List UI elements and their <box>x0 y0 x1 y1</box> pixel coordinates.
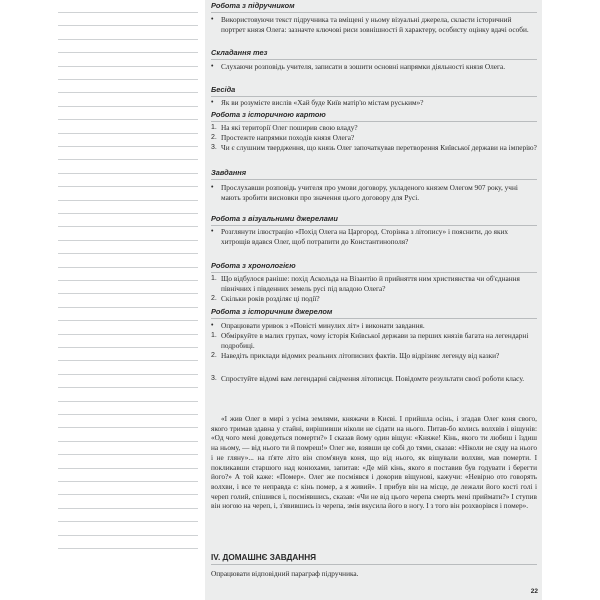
note-line <box>58 106 198 107</box>
note-line <box>58 92 198 93</box>
item-text: Скільки років розділяє ці події? <box>221 294 320 303</box>
list-marker: 3. <box>211 144 217 151</box>
list-marker: 1. <box>211 332 217 339</box>
note-line <box>58 133 198 134</box>
list-marker: 2. <box>211 134 217 141</box>
note-line <box>58 494 198 495</box>
note-line <box>58 146 198 147</box>
page-number: 22 <box>530 588 538 595</box>
item-text: Чи є слушним твердження, що князь Олег започаткував перетворення Київської держави на імперію? <box>221 143 537 152</box>
note-line <box>58 52 198 53</box>
homework-text: Опрацювати відповідний параграф підручника. <box>211 569 359 578</box>
homework-heading: IV. ДОМАШНЄ ЗАВДАННЯ <box>211 552 537 565</box>
list-item <box>211 133 537 143</box>
item-text: Розглянути ілюстрацію «Похід Олега на Царгород. Сторінка з літопису» і пояснити, до яких хитрощів вдався Олег, щоб потрапити до Константинополя? <box>221 227 509 246</box>
list-marker: 2. <box>211 352 217 359</box>
note-line <box>58 347 198 348</box>
list-item <box>211 294 537 304</box>
note-line <box>58 119 198 120</box>
list-item <box>211 274 537 293</box>
list-marker: • <box>211 322 214 329</box>
note-line <box>58 240 198 241</box>
note-line <box>58 280 198 281</box>
note-line <box>58 200 198 201</box>
note-line <box>58 159 198 160</box>
note-line <box>58 521 198 522</box>
list-item <box>211 331 537 350</box>
note-line <box>58 508 198 509</box>
note-line <box>58 481 198 482</box>
note-line <box>58 427 198 428</box>
list-marker: 1. <box>211 275 217 282</box>
note-line <box>58 374 198 375</box>
notes-column <box>58 0 198 600</box>
item-text: Слухаючи розповідь учителя, записати в зошити основні напрямки діяльності князя Олега. <box>221 62 506 71</box>
item-text: На які території Олег поширив свою владу? <box>221 123 358 132</box>
list-marker: 1. <box>211 124 217 131</box>
note-line <box>58 293 198 294</box>
chronicle-quote: «І жив Олег в мирі з усіма землями, княжачи в Києві. І прийшла осінь, і згадав Олег коня свого, якого тримав здавна у стайні, вирішивши ніколи не сідати на нього. Питав-бо колись волхвів і віщунів: «Од чого мені доведеться померти?» І сказав йому один віщун: «Княже! Кінь, якого ти любиш і їздиш на ньому, — від нього ти й помреш!» Олег же, взявши це собі до тями, сказав: «Ніколи не сяду на нього і не гляну»... на п'яте літо він спом'янув коня, що від нього, як віщували волхви, мав померти. І покликавши старшого над конюхами, запитав: «Де мій кінь, якого я поставив був годувати і берегти його?» А той каже: «Помер». Олег же посміявся і докорив віщунові, кажучи: «Невірно ото говорять волхви, і все те неправда є: кінь помер, а я живий». І прибув він на місце, де лежали його кості голі і череп голий, спішився і, посміявшись, сказав: «Чи не від цього черепа смерть мені приймати?» І ступив він ногою на череп, і, з'явившись із черепа, змія вкусила його в ногу. І з того він розхворівся і помер». <box>211 414 537 511</box>
note-line <box>58 387 198 388</box>
list-marker: 2. <box>211 295 217 302</box>
list-item <box>211 351 537 361</box>
list-item <box>211 62 537 72</box>
note-line <box>58 441 198 442</box>
note-line <box>58 226 198 227</box>
note-line <box>58 320 198 321</box>
item-text: Простежте напрямки походів князя Олега? <box>221 133 355 142</box>
note-line <box>58 334 198 335</box>
list-item <box>211 374 537 384</box>
section-heading-chronology: Робота з хронологією <box>211 261 537 273</box>
list-marker: 3. <box>211 375 217 382</box>
list-item <box>211 15 537 34</box>
section-heading-historical-source: Робота з історичним джерелом <box>211 307 537 319</box>
note-line <box>58 213 198 214</box>
item-text: Наведіть приклади відомих реальних літописних фактів. Що відрізняє легенду від казки? <box>221 351 500 360</box>
list-marker: • <box>211 63 214 70</box>
item-text: Що відбулося раніше: похід Аскольда на Візантію й прийняття ним християнства чи об'єднання північних і південних земель русі під владою Олега? <box>221 274 520 293</box>
item-text: Спростуйте відомі вам легендарні свідчення літописця. Повідомте результати своєї роботи класу. <box>221 374 525 383</box>
note-line <box>58 401 198 402</box>
item-text: Опрацювати уривок з «Повісті минулих літ» і виконати завдання. <box>221 321 425 330</box>
note-line <box>58 25 198 26</box>
section-heading-map: Робота з історичною картою <box>211 110 537 122</box>
list-item <box>211 321 537 331</box>
item-text: Як ви розумієте вислів «Хай буде Київ матір'ю містам руським»? <box>221 98 424 107</box>
section-heading-visual-sources: Робота з візуальними джерелами <box>211 214 537 226</box>
note-line <box>58 79 198 80</box>
list-item <box>211 98 537 108</box>
note-line <box>58 454 198 455</box>
note-line <box>58 186 198 187</box>
list-marker: • <box>211 16 214 23</box>
note-line <box>58 39 198 40</box>
note-line <box>58 414 198 415</box>
note-line <box>58 267 198 268</box>
note-line <box>58 468 198 469</box>
section-heading-discussion: Бесіда <box>211 85 537 97</box>
list-item <box>211 143 537 153</box>
item-text: Прослухавши розповідь учителя про умови договору, укладеного князем Олегом 907 року, учні мають зробити висновки про значення цього договору для Русі. <box>221 183 518 202</box>
note-line <box>58 548 198 549</box>
list-item <box>211 227 537 246</box>
note-line <box>58 360 198 361</box>
list-item <box>211 123 537 133</box>
note-line <box>58 535 198 536</box>
list-marker: • <box>211 184 214 191</box>
note-line <box>58 66 198 67</box>
note-line <box>58 173 198 174</box>
list-item <box>211 183 537 202</box>
list-marker: • <box>211 228 214 235</box>
section-heading-task: Завдання <box>211 168 537 180</box>
list-marker: • <box>211 99 214 106</box>
section-heading-theses: Складання тез <box>211 48 537 60</box>
note-line <box>58 307 198 308</box>
item-text: Використовуючи текст підручника та вміщені у ньому візуальні джерела, скласти історичний портрет князя Олега: зазначте ключові риси зовнішності й характеру, особисту оцінку вдачі особи. <box>221 15 529 34</box>
section-heading-textbook: Робота з підручником <box>211 1 537 13</box>
note-line <box>58 12 198 13</box>
item-text: Обміркуйте в малих групах, чому історія Київської держави за перших князів багата на легендарні подробиці. <box>221 331 529 350</box>
note-line <box>58 253 198 254</box>
